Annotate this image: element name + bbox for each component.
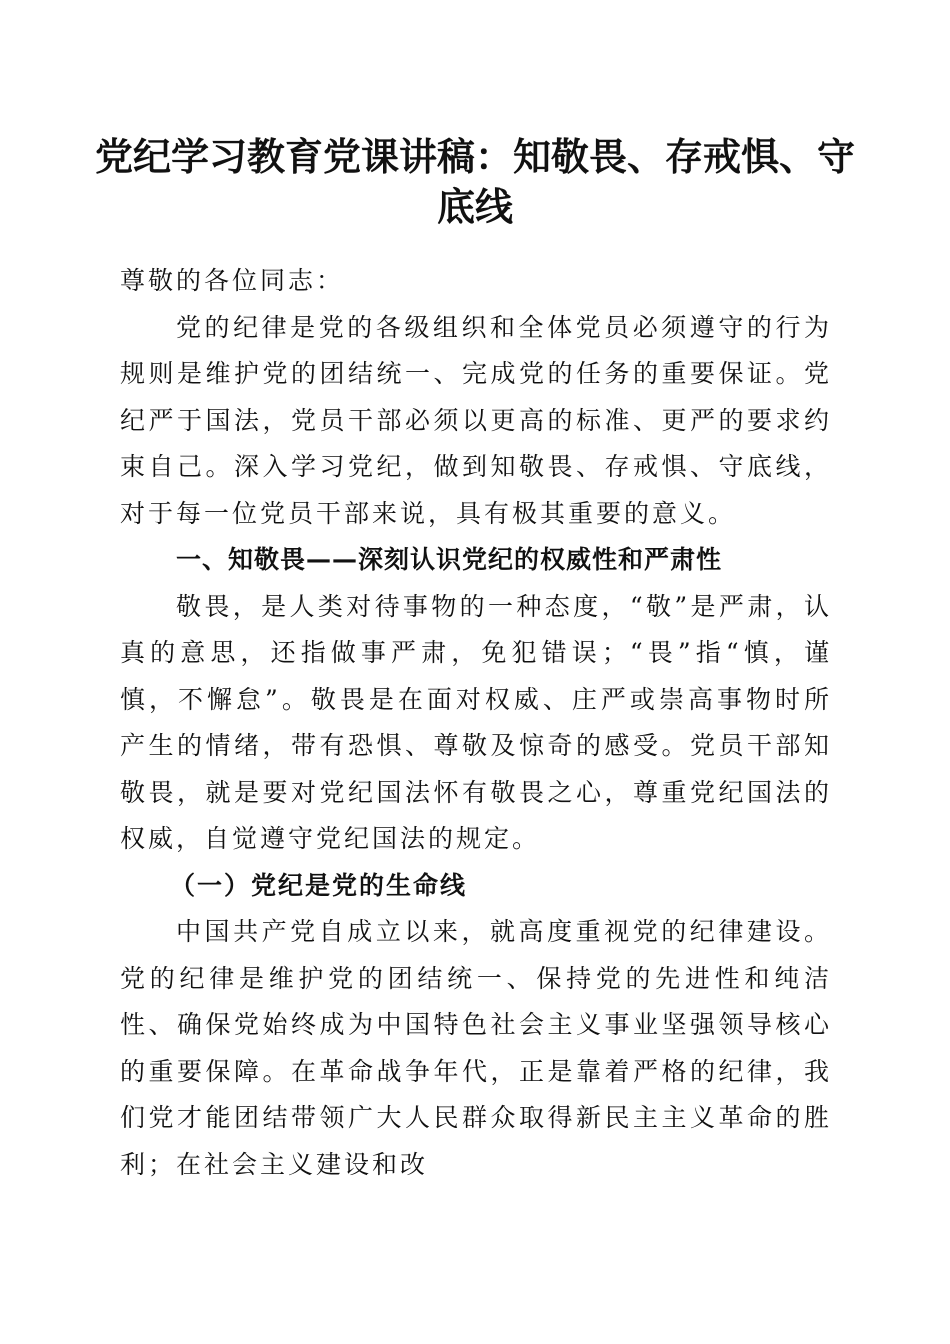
section-heading-1: 一、知敬畏——深刻认识党纪的权威性和严肃性	[176, 545, 723, 574]
salutation: 尊敬的各位同志：	[120, 266, 345, 295]
paragraph-history: 中国共产党自成立以来，就高度重视党的纪律建设。党的纪律是维护党的团结统一、保持党的先进性和纯洁性、确保党始终成为中国特色社会主义事业坚强领导核心的重要保障。在革命战争年代，正是靠着严格的纪律，我们党才能团结带领广大人民群众取得新民主主义革命的胜利；在社会主义建设和改	[120, 917, 832, 1179]
paragraph-intro: 党的纪律是党的各级组织和全体党员必须遵守的行为规则是维护党的团结统一、完成党的任务的重要保证。党纪严于国法，党员干部必须以更高的标准、更严的要求约束自己。深入学习党纪，做到知敬畏、存戒惧、守底线，对于每一位党员干部来说，具有极其重要的意义。	[120, 312, 832, 528]
document-body	[120, 258, 832, 1188]
document-title: 党纪学习教育党课讲稿：知敬畏、存戒惧、守底线	[94, 134, 855, 229]
subsection-heading-1: （一）党纪是党的生命线	[170, 870, 468, 900]
paragraph-awe: 敬畏，是人类对待事物的一种态度，“敬”是严肃，认真的意思，还指做事严肃，免犯错误；“畏”指“慎，谨慎，不懈怠”。敬畏是在面对权威、庄严或崇高事物时所产生的情绪，带有恐惧、尊敬及惊奇的感受。党员干部知敬畏，就是要对党纪国法怀有敬畏之心，尊重党纪国法的权威，自觉遵守党纪国法的规定。	[120, 591, 832, 853]
